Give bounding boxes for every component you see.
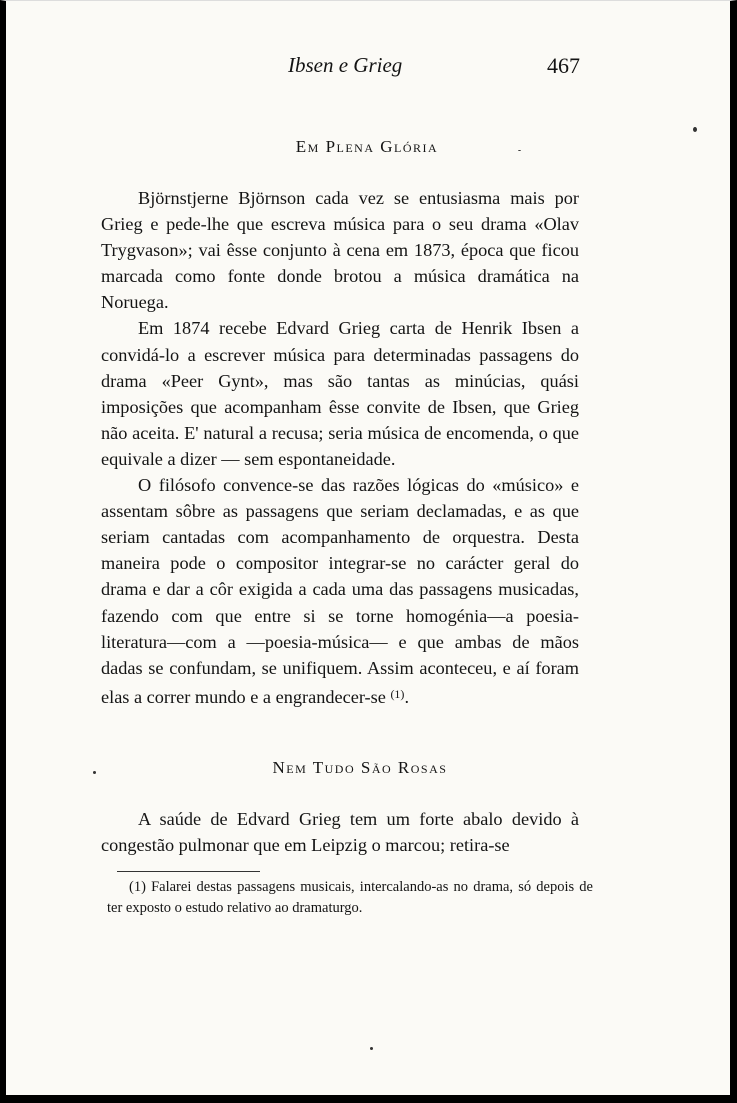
footnote-reference: (1) [390,686,405,701]
paper-speck [370,1047,373,1050]
paper-speck [93,771,96,774]
paragraph: A saúde de Edvard Grieg tem um forte abalo devido à congestão pulmonar que em Leipzig o marcou; retira-se [101,809,579,856]
running-head [6,53,730,83]
paper-speck [518,150,521,151]
section-body-em-plena-gloria [101,185,579,710]
section-heading-nem-tudo-sao-rosas: Nem Tudo São Rosas [272,758,448,777]
footnote [107,877,593,919]
section-body-nem-tudo-sao-rosas [101,806,579,858]
footnote-text [107,877,593,919]
running-title: Ibsen e Grieg [288,53,403,77]
paragraph [101,472,579,710]
paragraph: Em 1874 recebe Edvard Grieg carta de Henrik Ibsen a convidá-lo a escrever música para determinadas passagens do drama «Peer Gynt», mas são tantas as minúcias, quási imposições que acompanham êsse convite de Ibsen, que Grieg não aceita. E' natural a recusa; seria música de encomenda, o que equivale a dizer — sem espontaneidade. [101,318,579,469]
footnote-rule [117,871,260,872]
paper-speck [693,127,697,132]
section-heading-em-plena-gloria: Em Plena Glória [295,137,439,156]
footnote-marker: (1) [129,879,146,895]
page-number: 467 [547,53,580,78]
paragraph: Björnstjerne Björnson cada vez se entusiasma mais por Grieg e pede-lhe que escreva música para o seu drama «Olav Trygvason»; vai êsse conjunto à cena em 1873, época que ficou marcada como fonte donde brotou a música dramática na Noruega. [101,188,579,313]
paragraph-closing: . [404,686,410,707]
paragraph-text: O filósofo convence-se das razões lógicas do «músico» e assentam sôbre as passagens que seriam declamadas, e as que seriam cantadas com acompanhamento de orquestra. Desta maneira pode o compositor integrar-se no carácter geral do drama e dar a côr exigida a cada uma das passagens musicadas, fazendo com que entre si se torne homogénia—a poesia-literatura—com a —poesia-música— e que ambas de mãos dadas se confundam, se unifiquem. Assim aconteceu, e aí foram elas a correr mundo e a engrandecer-se [101,475,579,707]
footnote-body: Falarei destas passagens musicais, intercalando-as no drama, só depois de ter exposto o estudo relativo ao dramaturgo. [107,879,593,916]
